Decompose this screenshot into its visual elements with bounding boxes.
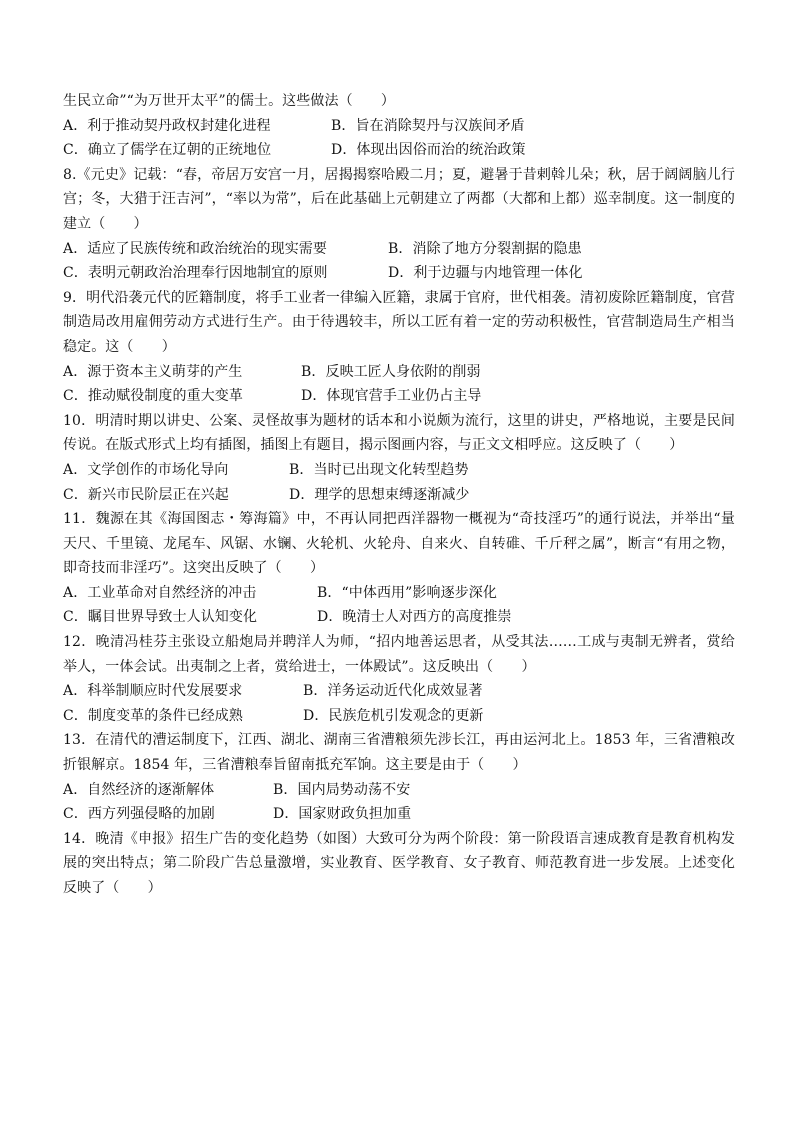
options-row [63, 704, 735, 729]
option-a: A．自然经济的逐渐解体 [63, 781, 215, 798]
option-c: C．新兴市民阶层正在兴起 [63, 486, 229, 503]
question-7-stem-tail: 生民立命”“为万世开太平”的儒士。这些做法（ ） [63, 93, 395, 109]
option-c: C．确立了儒学在辽朝的正统地位 [63, 142, 272, 159]
options-row [63, 605, 735, 630]
option-a: A．利于推动契丹政权封建化进程 [63, 117, 271, 134]
options-row [63, 483, 735, 508]
options-row [63, 581, 735, 606]
option-d: D．体现官营手工业仍占主导 [301, 388, 482, 405]
question-11-stem: 11．魏源在其《海国图志・筹海篇》中，不再认同把西洋器物一概视为“奇技淫巧”的通行说法，并举出“量天尺、千里镜、龙尾车、风锯、水镧、火轮机、火轮舟、自来火、自转碓、千斤秤之属”，断言“有用之物，即奇技而非淫巧”。这突出反映了（ ） [63, 511, 735, 577]
options-row [63, 360, 735, 385]
option-c: C．推动赋役制度的重大变革 [63, 388, 244, 405]
option-b: B．当时已出现文化转型趋势 [289, 461, 469, 478]
option-c: C．瞩目世界导致士人认知变化 [63, 609, 258, 626]
options-row [63, 237, 735, 262]
options-row [63, 679, 735, 704]
question-list [63, 89, 735, 901]
option-a: A．适应了民族传统和政治统治的现实需要 [63, 240, 328, 257]
question-12-stem: 12．晚清冯桂芬主张设立船炮局并聘洋人为师，“招内地善运思者，从受其法……工成与夷制无辨者，赏给举人，一体会试。出夷制之上者，赏给进士，一体殿试”。这反映出（ ） [63, 634, 735, 675]
question-7 [63, 89, 735, 163]
option-b: B．反映工匠人身依附的削弱 [301, 363, 481, 380]
options-row [63, 778, 735, 803]
question-10-stem: 10．明清时期以讲史、公案、灵怪故事为题材的话本和小说颇为流行，这里的讲史，严格地说，主要是民间传说。在版式形式上均有插图，插图上有题目，揭示图画内容，与正文文相呼应。这反映了（ ） [63, 412, 735, 454]
question-11 [63, 507, 735, 630]
option-c: C．西方列强侵略的加剧 [63, 806, 215, 823]
option-a: A．文学创作的市场化导向 [63, 461, 229, 478]
options-row [63, 138, 735, 163]
option-d: D．体现出因俗而治的统治政策 [331, 142, 526, 159]
options-row [63, 384, 735, 409]
options-row [63, 261, 735, 286]
option-b: B．消除了地方分裂割据的隐患 [388, 240, 582, 257]
question-10 [63, 409, 735, 507]
option-d: D．理学的思想束缚逐渐减少 [289, 486, 470, 503]
question-8 [63, 163, 735, 286]
option-c: C．表明元朝政治治理奉行因地制宜的原则 [63, 265, 328, 282]
option-b: B．洋务运动近代化成效显著 [303, 683, 483, 700]
option-d: D．民族危机引发观念的更新 [303, 707, 484, 724]
option-a: A．科举制顺应时代发展要求 [63, 683, 243, 700]
option-b: B．“中体西用”影响逐步深化 [317, 584, 498, 601]
question-8-stem: 8.《元史》记载：“春，帝居万安宫一月，居揭揭察哈殿二月；夏，避暑于昔剌斡儿朵；秋，居于阔阔脑儿行宫；冬，大猎于汪吉河”，“率以为常”，后在此基础上元朝建立了两都（大都和上都）巡幸制度。这一制度的建立（ ） [63, 166, 735, 232]
options-row [63, 802, 735, 827]
question-9-stem: 9．明代沿袭元代的匠籍制度，将手工业者一律编入匠籍，隶属于官府，世代相袭。清初废除匠籍制度，官营制造局改用雇佣劳动方式进行生产。由于待遇较丰，所以工匠有着一定的劳动积极性，官营制造局生产相当稳定。这（ ） [63, 289, 735, 355]
question-13-stem: 13．在清代的漕运制度下，江西、湖北、湖南三省漕粮须先涉长江，再由运河北上。1853 年，三省漕粮改折银解京。1854 年，三省漕粮奉旨留南抵充军饷。这主要是由于（ ） [63, 732, 735, 774]
option-b: B．国内局势动荡不安 [273, 781, 411, 798]
question-14 [63, 827, 735, 901]
option-a: A．工业革命对自然经济的冲击 [63, 584, 257, 601]
option-b: B．旨在消除契丹与汉族间矛盾 [331, 117, 525, 134]
option-d: D．利于边疆与内地管理一体化 [388, 265, 583, 282]
question-14-stem: 14．晚清《申报》招生广告的变化趋势（如图）大致可分为两个阶段：第一阶段语言速成教育是教育机构发展的突出特点；第二阶段广告总量激增，实业教育、医学教育、女子教育、师范教育进一步发展。上述变化反映了（ ） [63, 830, 735, 896]
options-row [63, 114, 735, 139]
options-row [63, 458, 735, 483]
question-13 [63, 728, 735, 826]
option-d: D．国家财政负担加重 [273, 806, 412, 823]
option-d: D．晚清士人对西方的高度推崇 [317, 609, 512, 626]
option-c: C．制度变革的条件已经成熟 [63, 707, 244, 724]
question-9 [63, 286, 735, 409]
option-a: A．源于资本主义萌芽的产生 [63, 363, 243, 380]
question-12 [63, 630, 735, 728]
